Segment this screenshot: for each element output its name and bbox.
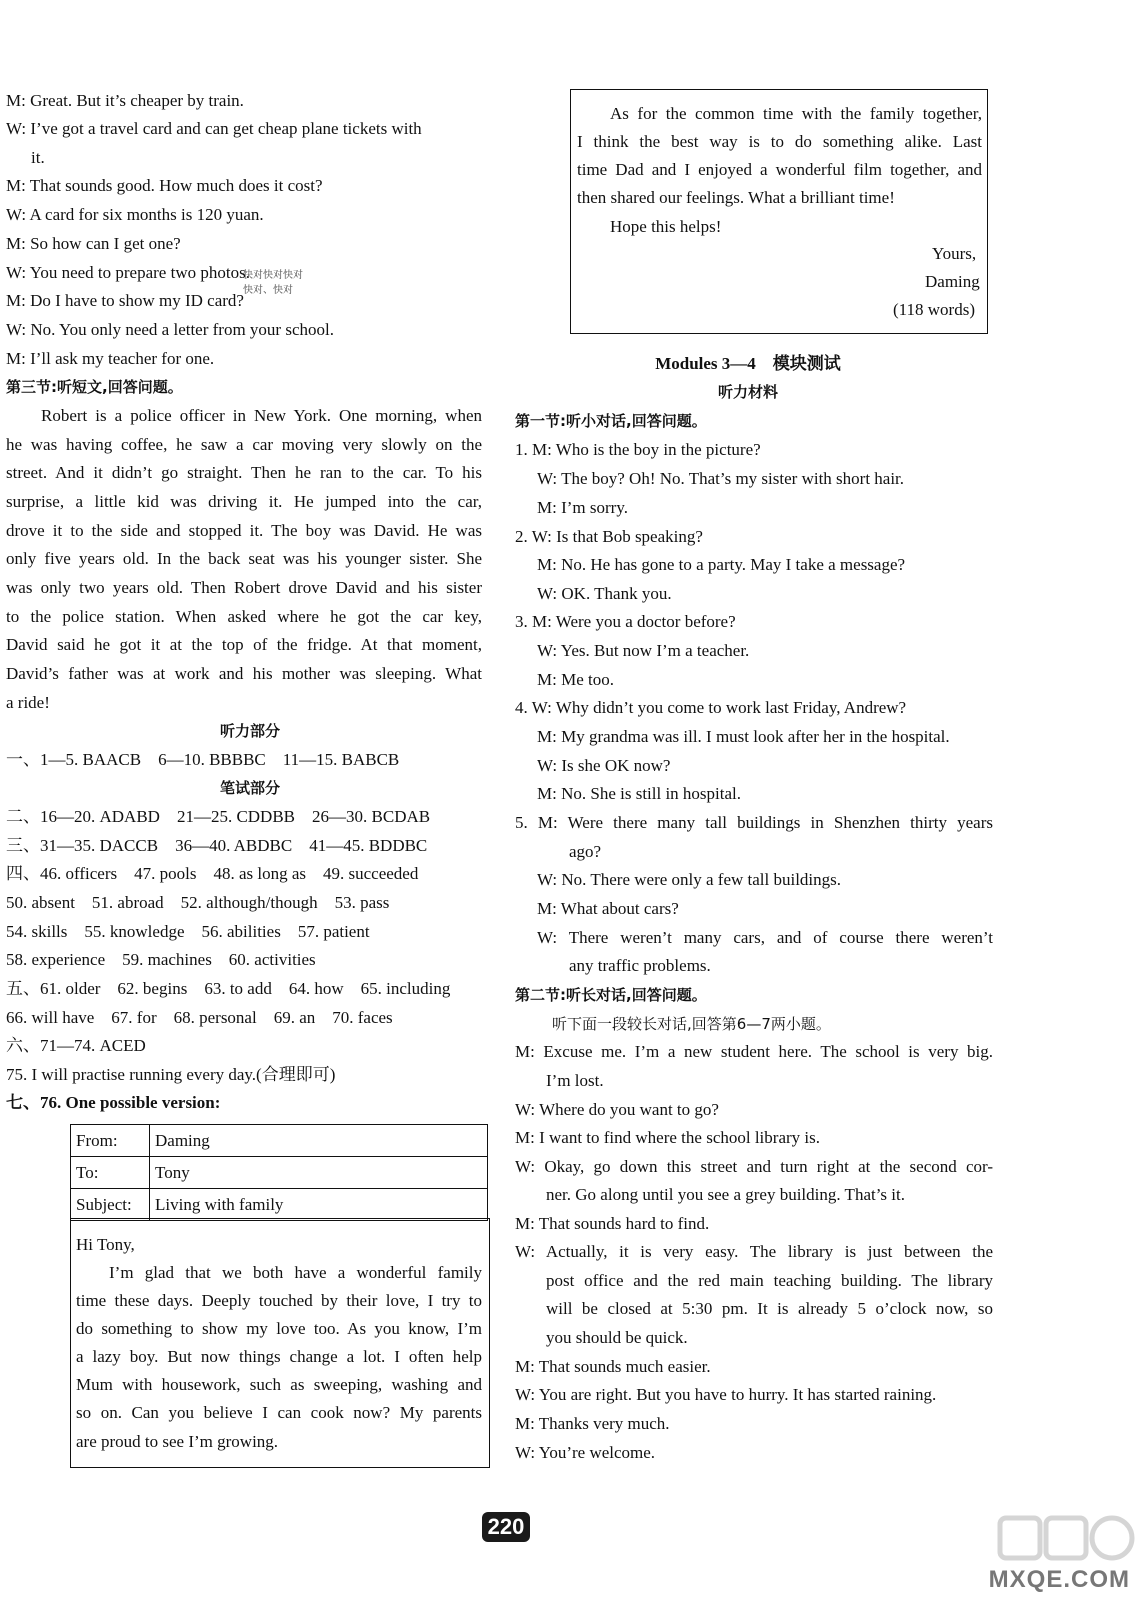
text-line: street. And it didn’t go straight. Then he ran to the car. To his (6, 463, 482, 482)
text-line: Modules 3—4 模块测试 (655, 354, 841, 373)
letter-box-right (570, 89, 988, 334)
text-line: I’m glad that we both have a wonderful family (109, 1263, 482, 1282)
header-value: Tony (150, 1157, 488, 1189)
text-line: M: That sounds much easier. (515, 1357, 711, 1376)
text-line: post office and the red main teaching building. The library (546, 1271, 993, 1290)
text-line: W: The boy? Oh! No. That’s my sister with short hair. (537, 469, 905, 488)
text-line: only five years old. In the back seat was his younger sister. She (6, 549, 482, 568)
header-key: To: (71, 1157, 150, 1189)
text-line: 五、61. older 62. begins 63. to add 64. how 65. including (6, 979, 451, 998)
text-line: 七、76. One possible version: (6, 1093, 221, 1112)
text-line: are proud to see I’m growing. (76, 1432, 279, 1451)
stamp-line: 快对快对快对 (243, 270, 303, 281)
text-line: M: I want to find where the school library is. (515, 1128, 820, 1147)
header-value: Living with family (150, 1189, 488, 1221)
text-line: M: So how can I get one? (6, 234, 181, 253)
text-line: 三、31—35. DACCB 36—40. ABDBC 41—45. BDDBC (6, 836, 428, 855)
text-line: 2. W: Is that Bob speaking? (515, 527, 703, 546)
text-line: drove it to the side and stopped it. The boy was David. He was (6, 521, 482, 540)
text-line: M: Me too. (537, 670, 614, 689)
text-line: 听力部分 (219, 722, 280, 740)
text-line: M: I’m sorry. (537, 498, 628, 517)
text-line: W: There weren’t many cars, and of course there weren’t (537, 928, 993, 947)
text-line: then shared our feelings. What a brilliant time! (577, 188, 895, 207)
text-line: I’m lost. (546, 1071, 604, 1090)
letter-box-left (70, 1218, 490, 1468)
text-line: 1. M: Who is the boy in the picture? (515, 440, 761, 459)
text-line: M: I’ll ask my teacher for one. (6, 349, 215, 368)
text-line: W: Yes. But now I’m a teacher. (537, 641, 750, 660)
header-key: From: (71, 1125, 150, 1157)
header-value: Daming (150, 1125, 488, 1157)
text-line: 听下面一段较长对话,回答第6—7两小题。 (552, 1015, 831, 1033)
header-row-to (71, 1157, 488, 1189)
text-line: he was having coffee, he saw a car moving very slowly on the (6, 435, 482, 454)
text-line: do something to show my love too. As you know, I’m (76, 1319, 482, 1338)
text-line: W: Where do you want to go? (515, 1100, 719, 1119)
text-line: M: Do I have to show my ID card? (6, 291, 244, 310)
text-line: As for the common time with the family together, (610, 104, 982, 123)
text-line: 3. M: Were you a doctor before? (515, 612, 736, 631)
text-line: 四、46. officers 47. pools 48. as long as 49. succeeded (6, 864, 419, 883)
text-line: Mum with housework, such as sweeping, washing and (76, 1375, 482, 1394)
text-line: W: Is she OK now? (537, 756, 671, 775)
text-line: David said he got it at the top of the fridge. At that moment, (6, 635, 482, 654)
text-line: time these days. Deeply touched by their love, I try to (76, 1291, 482, 1310)
text-line: Hope this helps! (610, 217, 722, 236)
text-line: M: That sounds good. How much does it cost? (6, 176, 323, 195)
text-line: any traffic problems. (569, 956, 711, 975)
text-line: to the police station. When asked where he got the car key, (6, 607, 482, 626)
text-line: 听力材料 (717, 383, 778, 401)
text-line: 二、16—20. ADABD 21—25. CDDBB 26—30. BCDAB (6, 807, 431, 826)
text-line: Yours, (932, 244, 977, 263)
text-line: 75. I will practise running every day.(合理即可) (6, 1065, 336, 1084)
text-line: W: You are right. But you have to hurry. It has started raining. (515, 1385, 937, 1404)
stamp-overlay (243, 268, 303, 298)
page-number: 220 (482, 1512, 530, 1542)
text-line: W: No. You only need a letter from your school. (6, 320, 334, 339)
text-line: will be closed at 5:30 pm. It is already 5 o’clock now, so (546, 1299, 993, 1318)
text-line: 笔试部分 (219, 779, 280, 797)
text-line: ner. Go along until you see a grey building. That’s it. (546, 1185, 905, 1204)
text-line: David’s father was at work and his mother was sleeping. What (6, 664, 482, 683)
text-line: surprise, a little kid was driving it. He jumped into the car, (6, 492, 482, 511)
text-line: 58. experience 59. machines 60. activities (6, 950, 316, 969)
text-line: a ride! (6, 693, 50, 712)
text-line: 4. W: Why didn’t you come to work last Friday, Andrew? (515, 698, 907, 717)
text-line: M: What about cars? (537, 899, 679, 918)
text-line: W: Okay, go down this street and turn right at the second cor- (515, 1157, 993, 1176)
text-line: M: Great. But it’s cheaper by train. (6, 91, 244, 110)
text-line: Robert is a police officer in New York. One morning, when (41, 406, 482, 425)
text-line: 第三节:听短文,回答问题。 (6, 378, 183, 396)
text-line: 66. will have 67. for 68. personal 69. an 70. faces (6, 1008, 393, 1027)
text-line: M: No. He has gone to a party. May I take a message? (537, 555, 906, 574)
text-line: W: A card for six months is 120 yuan. (6, 205, 264, 224)
text-line: W: You need to prepare two photos. (6, 263, 250, 282)
text-line: M: No. She is still in hospital. (537, 784, 742, 803)
text-line: M: My grandma was ill. I must look after her in the hospital. (537, 727, 950, 746)
text-line: M: Excuse me. I’m a new student here. The school is very big. (515, 1042, 993, 1061)
text-line: W: I’ve got a travel card and can get cheap plane tickets with (6, 119, 422, 138)
text-line: a lazy boy. But now things change a lot. I often help (76, 1347, 482, 1366)
text-line: 54. skills 55. knowledge 56. abilities 57. patient (6, 922, 370, 941)
text-line: Hi Tony, (76, 1235, 135, 1254)
text-line: Daming (925, 272, 980, 291)
email-header-table (70, 1124, 488, 1221)
text-line: M: That sounds hard to find. (515, 1214, 710, 1233)
watermark-text: MXQE.COM (988, 1566, 1130, 1593)
text-line: (118 words) (893, 300, 975, 319)
text-line: 5. M: Were there many tall buildings in Shenzhen thirty years (515, 813, 993, 832)
text-line: so on. Can you believe I can cook now? My parents (76, 1403, 482, 1422)
header-key: Subject: (71, 1189, 150, 1221)
text-line: W: No. There were only a few tall buildings. (537, 870, 842, 889)
header-row-subject (71, 1189, 488, 1221)
text-line: W: You’re welcome. (515, 1443, 656, 1462)
text-line: was only two years old. Then Robert drove David and his sister (6, 578, 482, 597)
text-line: it. (31, 148, 45, 167)
text-line: 第一节:听小对话,回答问题。 (515, 412, 707, 430)
text-line: M: Thanks very much. (515, 1414, 670, 1433)
text-line: ago? (569, 842, 602, 861)
text-line: I think the best way is to do something alike. Last (577, 132, 982, 151)
text-line: 50. absent 51. abroad 52. although/though 53. pass (6, 893, 390, 912)
text-line: 一、1—5. BAACB 6—10. BBBBC 11—15. BABCB (6, 750, 400, 769)
text-line: time Dad and I enjoyed a wonderful film together, and (577, 160, 982, 179)
text-line: 第二节:听长对话,回答问题。 (515, 986, 707, 1004)
text-line: W: OK. Thank you. (537, 584, 672, 603)
text-line: W: Actually, it is very easy. The library is just between the (515, 1242, 993, 1261)
stamp-line: 快对、快对 (243, 285, 293, 296)
header-row-from (71, 1125, 488, 1157)
text-line: 六、71—74. ACED (6, 1036, 146, 1055)
text-line: you should be quick. (546, 1328, 688, 1347)
